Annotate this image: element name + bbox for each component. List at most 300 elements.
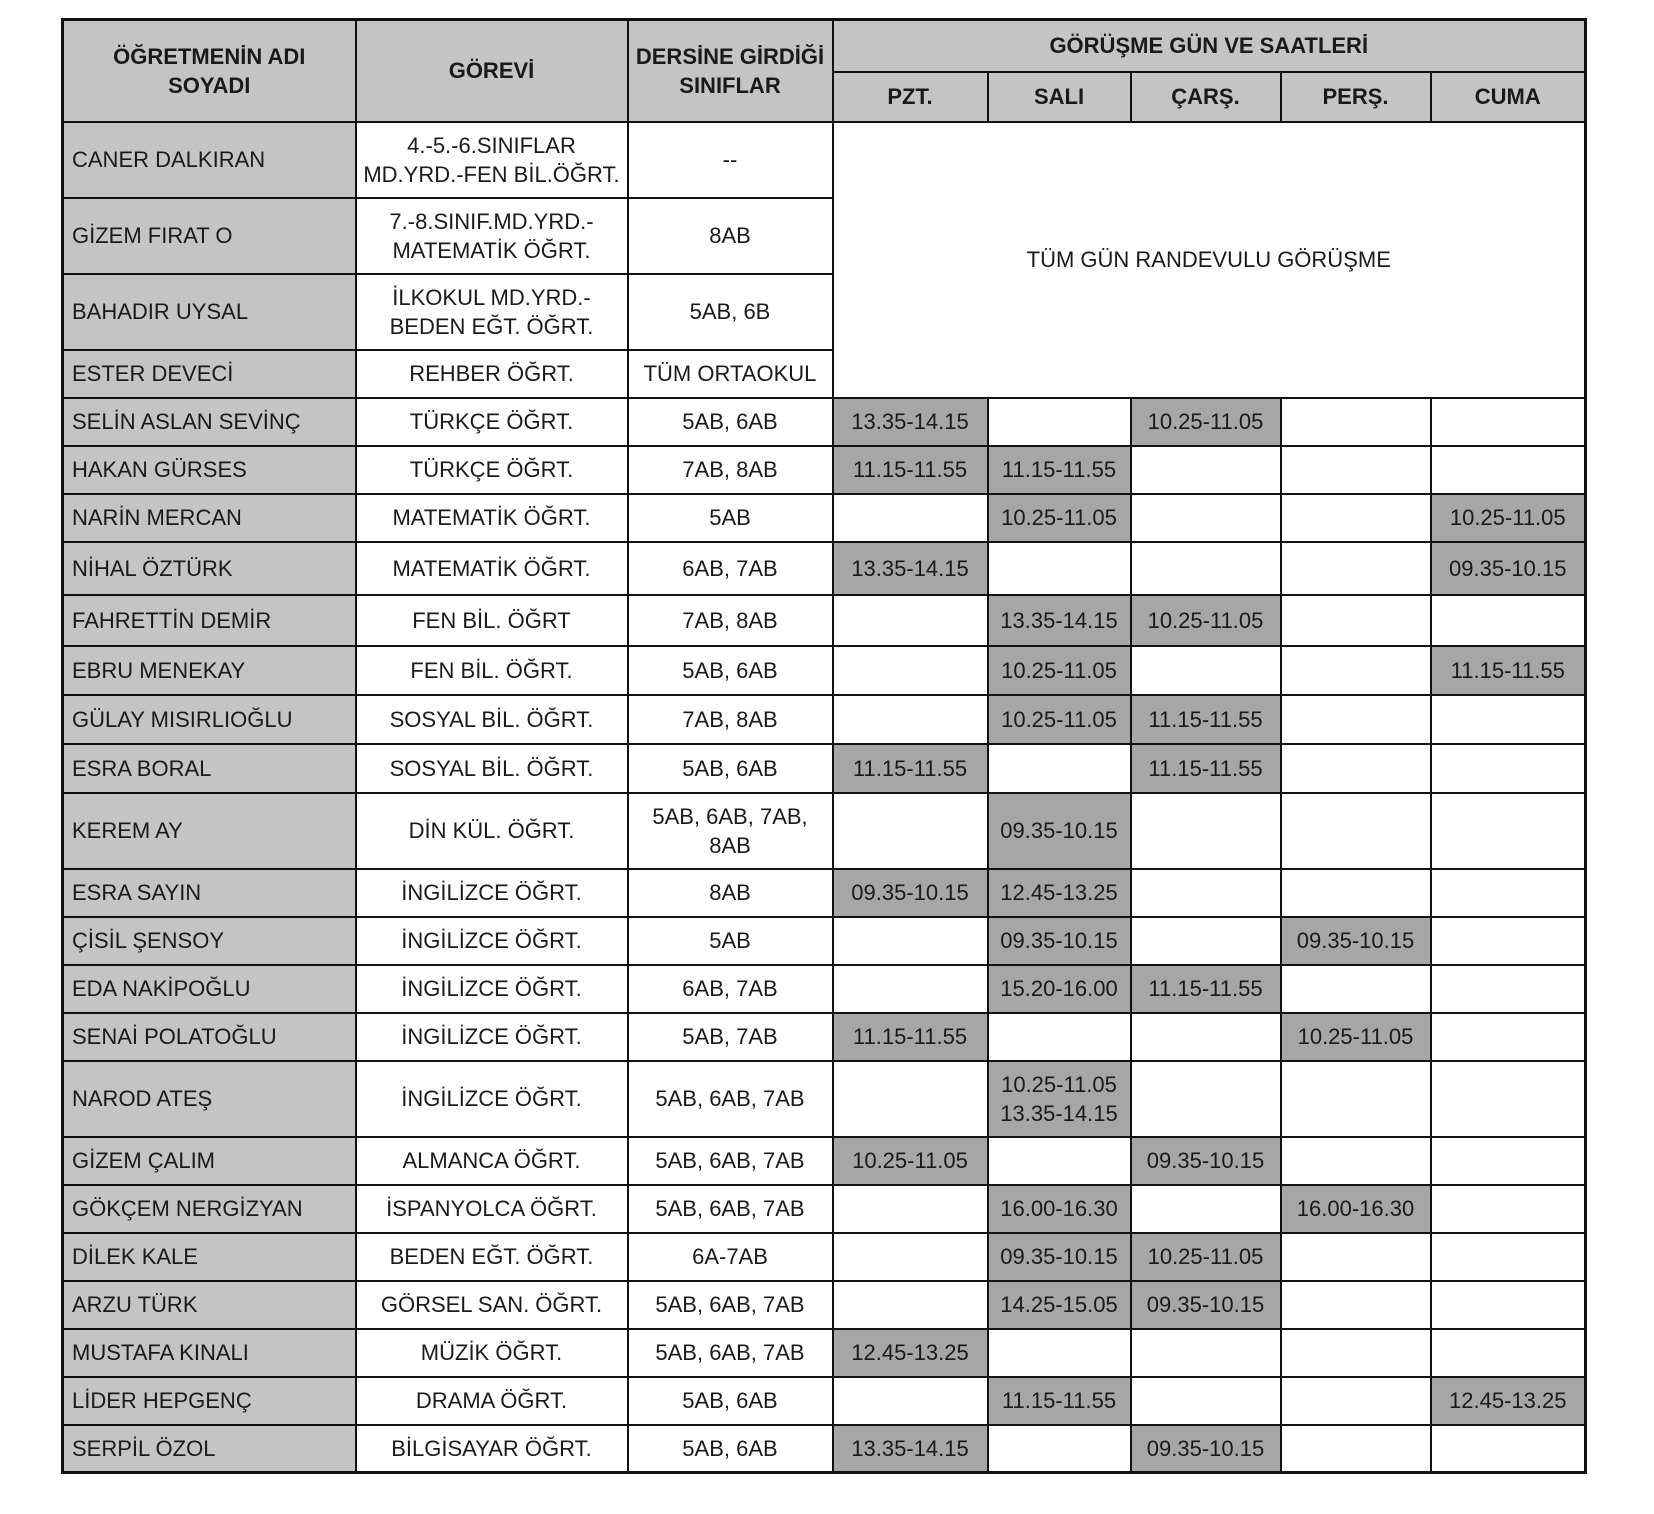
classes-line: 8AB bbox=[709, 880, 751, 905]
slot-mon bbox=[833, 917, 988, 965]
role-line: 7.-8.SINIF.MD.YRD.- bbox=[389, 208, 594, 234]
slot-fri bbox=[1431, 646, 1586, 695]
header-day-fri: CUMA bbox=[1431, 72, 1586, 122]
teacher-classes bbox=[628, 744, 833, 793]
slot-fri bbox=[1431, 1137, 1586, 1185]
classes-line: 5AB, 6AB bbox=[682, 755, 778, 781]
slot-mon bbox=[833, 542, 988, 595]
table-row bbox=[63, 446, 1586, 494]
slot-fri bbox=[1431, 398, 1586, 446]
slot-fri bbox=[1431, 1377, 1586, 1425]
classes-line: 5AB, 6AB, 7AB bbox=[655, 1196, 805, 1221]
header-day-wed: ÇARŞ. bbox=[1131, 72, 1281, 122]
teacher-role bbox=[356, 1061, 628, 1137]
slot-thu bbox=[1281, 542, 1431, 595]
teacher-name: ESRA BORAL bbox=[63, 744, 356, 793]
header-day-thu: PERŞ. bbox=[1281, 72, 1431, 122]
teacher-role bbox=[356, 744, 628, 793]
slot-time: 13.35-14.15 bbox=[851, 409, 969, 434]
slot-time: 11.15-11.55 bbox=[1148, 976, 1263, 1001]
table-row bbox=[63, 1013, 1586, 1061]
slot-tue bbox=[988, 1013, 1131, 1061]
teacher-name: EDA NAKİPOĞLU bbox=[63, 965, 356, 1013]
role-line: FEN BİL. ÖĞRT. bbox=[410, 657, 573, 683]
role-line: MD.YRD.-FEN BİL.ÖĞRT. bbox=[363, 161, 620, 187]
teacher-classes bbox=[628, 446, 833, 494]
teacher-name: GİZEM ÇALIM bbox=[63, 1137, 356, 1185]
slot-tue bbox=[988, 1137, 1131, 1185]
slot-time: 11.15-11.55 bbox=[852, 755, 968, 781]
role-line: İSPANYOLCA ÖĞRT. bbox=[386, 1196, 597, 1221]
role-line: İNGİLİZCE ÖĞRT. bbox=[401, 928, 582, 953]
slot-fri bbox=[1431, 1281, 1586, 1329]
slot-mon bbox=[833, 965, 988, 1013]
table-row bbox=[63, 494, 1586, 542]
slot-tue bbox=[988, 1329, 1131, 1377]
classes-line: -- bbox=[722, 147, 738, 172]
slot-time: 11.15-11.55 bbox=[1148, 755, 1263, 781]
slot-time: 09.35-10.15 bbox=[1449, 555, 1567, 581]
appointment-only-note: TÜM GÜN RANDEVULU GÖRÜŞME bbox=[833, 122, 1586, 398]
slot-time: 10.25-11.05 bbox=[1147, 409, 1264, 434]
slot-fri bbox=[1431, 695, 1586, 744]
slot-wed bbox=[1131, 793, 1281, 869]
table-row bbox=[63, 1377, 1586, 1425]
slot-time: 11.15-11.55 bbox=[852, 457, 968, 482]
slot-thu bbox=[1281, 917, 1431, 965]
table-row bbox=[63, 965, 1586, 1013]
teacher-name: DİLEK KALE bbox=[63, 1233, 356, 1281]
role-line: MATEMATİK ÖĞRT. bbox=[392, 237, 591, 263]
teacher-classes bbox=[628, 695, 833, 744]
slot-wed bbox=[1131, 1425, 1281, 1473]
slot-wed bbox=[1131, 695, 1281, 744]
table-row bbox=[63, 793, 1586, 869]
slot-time: 09.35-10.15 bbox=[1296, 928, 1415, 953]
table-row bbox=[63, 398, 1586, 446]
slot-time: 10.25-11.05 bbox=[852, 1148, 968, 1173]
table-row bbox=[63, 1425, 1586, 1473]
slot-thu bbox=[1281, 494, 1431, 542]
slot-thu bbox=[1281, 744, 1431, 793]
role-line: MATEMATİK ÖĞRT. bbox=[392, 505, 591, 530]
slot-fri bbox=[1431, 1185, 1586, 1233]
classes-line: 5AB bbox=[709, 928, 751, 953]
slot-thu bbox=[1281, 398, 1431, 446]
slot-time: 09.35-10.15 bbox=[1146, 1148, 1265, 1173]
slot-tue bbox=[988, 1377, 1131, 1425]
slot-thu bbox=[1281, 1425, 1431, 1473]
teacher-name: CANER DALKIRAN bbox=[63, 122, 356, 198]
classes-line: 8AB bbox=[709, 832, 751, 858]
teacher-name: NARİN MERCAN bbox=[63, 494, 356, 542]
teacher-role bbox=[356, 122, 628, 198]
slot-thu bbox=[1281, 646, 1431, 695]
header-day-mon: PZT. bbox=[833, 72, 988, 122]
table-row bbox=[63, 1233, 1586, 1281]
slot-wed bbox=[1131, 1013, 1281, 1061]
slot-tue bbox=[988, 1281, 1131, 1329]
classes-line: 7AB, 8AB bbox=[682, 607, 778, 633]
slot-fri bbox=[1431, 446, 1586, 494]
slot-wed bbox=[1131, 1329, 1281, 1377]
slot-mon bbox=[833, 646, 988, 695]
slot-mon bbox=[833, 595, 988, 646]
role-line: 4.-5.-6.SINIFLAR bbox=[407, 132, 576, 158]
role-line: İNGİLİZCE ÖĞRT. bbox=[401, 976, 582, 1001]
teacher-classes bbox=[628, 198, 833, 274]
role-line: İNGİLİZCE ÖĞRT. bbox=[401, 1086, 582, 1111]
teacher-name: GİZEM FIRAT O bbox=[63, 198, 356, 274]
slot-tue bbox=[988, 695, 1131, 744]
slot-wed bbox=[1131, 1377, 1281, 1425]
classes-line: 5AB bbox=[709, 505, 751, 530]
slot-fri bbox=[1431, 1329, 1586, 1377]
slot-thu bbox=[1281, 446, 1431, 494]
role-line: ALMANCA ÖĞRT. bbox=[402, 1148, 581, 1173]
teacher-name: EBRU MENEKAY bbox=[63, 646, 356, 695]
teacher-role bbox=[356, 1185, 628, 1233]
slot-fri bbox=[1431, 595, 1586, 646]
slot-thu bbox=[1281, 793, 1431, 869]
teacher-role bbox=[356, 917, 628, 965]
slot-mon bbox=[833, 446, 988, 494]
table-row bbox=[63, 917, 1586, 965]
slot-thu bbox=[1281, 869, 1431, 917]
slot-mon bbox=[833, 1233, 988, 1281]
teacher-role bbox=[356, 595, 628, 646]
table-row bbox=[63, 744, 1586, 793]
table-row bbox=[63, 1061, 1586, 1137]
slot-wed bbox=[1131, 869, 1281, 917]
slot-thu bbox=[1281, 1137, 1431, 1185]
header-role: GÖREVİ bbox=[356, 20, 628, 122]
teacher-name: ÇİSİL ŞENSOY bbox=[63, 917, 356, 965]
teacher-role bbox=[356, 1329, 628, 1377]
classes-line: 5AB, 6AB bbox=[682, 409, 778, 434]
teacher-classes bbox=[628, 1329, 833, 1377]
slot-time: 11.15-11.55 bbox=[852, 1024, 968, 1049]
table-header bbox=[63, 20, 1586, 122]
teacher-role bbox=[356, 446, 628, 494]
slot-time: 13.35-14.15 bbox=[1000, 607, 1118, 633]
teacher-classes bbox=[628, 350, 833, 398]
teacher-name: NAROD ATEŞ bbox=[63, 1061, 356, 1137]
slot-fri bbox=[1431, 965, 1586, 1013]
role-line: SOSYAL BİL. ÖĞRT. bbox=[389, 706, 594, 732]
slot-mon bbox=[833, 695, 988, 744]
role-line: BEDEN EĞT. ÖĞRT. bbox=[389, 313, 594, 339]
teacher-classes bbox=[628, 646, 833, 695]
teacher-classes bbox=[628, 965, 833, 1013]
teacher-classes bbox=[628, 274, 833, 350]
slot-tue bbox=[988, 595, 1131, 646]
slot-time: 09.35-10.15 bbox=[1000, 1244, 1118, 1269]
classes-line: 5AB, 6B bbox=[689, 299, 771, 324]
teacher-name: GÜLAY MISIRLIOĞLU bbox=[63, 695, 356, 744]
slot-time: 10.25-11.05 bbox=[1001, 657, 1117, 683]
slot-time: 14.25-15.05 bbox=[1000, 1292, 1118, 1317]
slot-fri bbox=[1431, 1061, 1586, 1137]
classes-line: 6A-7AB bbox=[692, 1244, 768, 1269]
table-row bbox=[63, 1281, 1586, 1329]
slot-wed bbox=[1131, 646, 1281, 695]
teacher-role bbox=[356, 398, 628, 446]
classes-line: 5AB, 6AB, 7AB bbox=[655, 1086, 805, 1111]
teacher-role bbox=[356, 965, 628, 1013]
classes-line: 5AB, 6AB, 7AB, bbox=[652, 803, 808, 829]
table-row bbox=[63, 122, 1586, 198]
table-row bbox=[63, 1185, 1586, 1233]
role-line: İLKOKUL MD.YRD.- bbox=[392, 284, 591, 310]
teacher-name: LİDER HEPGENÇ bbox=[63, 1377, 356, 1425]
slot-fri bbox=[1431, 542, 1586, 595]
teacher-name: SERPİL ÖZOL bbox=[63, 1425, 356, 1473]
slot-time: 13.35-14.15 bbox=[851, 555, 969, 581]
slot-tue bbox=[988, 744, 1131, 793]
teacher-name: ESTER DEVECİ bbox=[63, 350, 356, 398]
slot-time: 15.20-16.00 bbox=[1000, 976, 1118, 1001]
slot-time: 09.35-10.15 bbox=[851, 880, 969, 905]
slot-time: 13.35-14.15 bbox=[1000, 1100, 1118, 1126]
slot-thu bbox=[1281, 1233, 1431, 1281]
teacher-name: FAHRETTİN DEMİR bbox=[63, 595, 356, 646]
teacher-role bbox=[356, 1425, 628, 1473]
teacher-classes bbox=[628, 1377, 833, 1425]
table-body bbox=[63, 122, 1586, 1473]
teacher-name: ESRA SAYIN bbox=[63, 869, 356, 917]
slot-time: 10.25-11.05 bbox=[1449, 505, 1566, 530]
teacher-role bbox=[356, 1377, 628, 1425]
teacher-name: SENAİ POLATOĞLU bbox=[63, 1013, 356, 1061]
classes-line: 5AB, 6AB, 7AB bbox=[655, 1292, 805, 1317]
role-line: DRAMA ÖĞRT. bbox=[415, 1388, 568, 1413]
slot-mon bbox=[833, 1013, 988, 1061]
slot-thu bbox=[1281, 1281, 1431, 1329]
slot-wed bbox=[1131, 1281, 1281, 1329]
teacher-name: GÖKÇEM NERGİZYAN bbox=[63, 1185, 356, 1233]
slot-tue bbox=[988, 869, 1131, 917]
header-teacher: ÖĞRETMENİN ADI SOYADI bbox=[63, 20, 356, 122]
teacher-classes bbox=[628, 1185, 833, 1233]
slot-fri bbox=[1431, 1233, 1586, 1281]
teacher-role bbox=[356, 869, 628, 917]
slot-time: 10.25-11.05 bbox=[1147, 607, 1264, 633]
slot-wed bbox=[1131, 1185, 1281, 1233]
slot-mon bbox=[833, 1185, 988, 1233]
slot-time: 11.15-11.55 bbox=[1001, 457, 1117, 482]
role-line: REHBER ÖĞRT. bbox=[409, 361, 574, 386]
slot-wed bbox=[1131, 1137, 1281, 1185]
slot-thu bbox=[1281, 965, 1431, 1013]
teacher-role bbox=[356, 646, 628, 695]
slot-fri bbox=[1431, 1013, 1586, 1061]
teacher-role bbox=[356, 695, 628, 744]
slot-mon bbox=[833, 744, 988, 793]
teacher-classes bbox=[628, 917, 833, 965]
table-row bbox=[63, 695, 1586, 744]
header-day-tue: SALI bbox=[988, 72, 1131, 122]
table-row bbox=[63, 542, 1586, 595]
slot-fri bbox=[1431, 917, 1586, 965]
slot-time: 09.35-10.15 bbox=[1000, 928, 1118, 953]
slot-thu bbox=[1281, 1185, 1431, 1233]
teacher-role bbox=[356, 1233, 628, 1281]
classes-line: 8AB bbox=[709, 223, 751, 248]
classes-line: 5AB, 6AB, 7AB bbox=[655, 1148, 805, 1173]
header-classes: DERSİNE GİRDİĞİ SINIFLAR bbox=[628, 20, 833, 122]
classes-line: 5AB, 6AB, 7AB bbox=[655, 1340, 805, 1365]
slot-time: 10.25-11.05 bbox=[1147, 1244, 1264, 1269]
classes-line: 7AB, 8AB bbox=[682, 706, 778, 732]
teacher-name: HAKAN GÜRSES bbox=[63, 446, 356, 494]
slot-time: 12.45-13.25 bbox=[1449, 1388, 1567, 1413]
teacher-role bbox=[356, 274, 628, 350]
slot-thu bbox=[1281, 595, 1431, 646]
slot-thu bbox=[1281, 1061, 1431, 1137]
role-line: TÜRKÇE ÖĞRT. bbox=[409, 409, 574, 434]
slot-wed bbox=[1131, 398, 1281, 446]
slot-time: 11.15-11.55 bbox=[1450, 657, 1565, 683]
teacher-name: KEREM AY bbox=[63, 793, 356, 869]
slot-time: 10.25-11.05 bbox=[1001, 505, 1117, 530]
slot-wed bbox=[1131, 542, 1281, 595]
slot-thu bbox=[1281, 695, 1431, 744]
teacher-name: BAHADIR UYSAL bbox=[63, 274, 356, 350]
slot-mon bbox=[833, 1377, 988, 1425]
slot-wed bbox=[1131, 446, 1281, 494]
teacher-classes bbox=[628, 1061, 833, 1137]
slot-mon bbox=[833, 494, 988, 542]
table-row bbox=[63, 1137, 1586, 1185]
slot-mon bbox=[833, 1425, 988, 1473]
role-line: BİLGİSAYAR ÖĞRT. bbox=[391, 1435, 592, 1461]
slot-tue bbox=[988, 646, 1131, 695]
teacher-role bbox=[356, 542, 628, 595]
classes-line: 5AB, 6AB bbox=[682, 1388, 778, 1413]
slot-time: 11.15-11.55 bbox=[1148, 706, 1263, 732]
teacher-classes bbox=[628, 122, 833, 198]
slot-thu bbox=[1281, 1329, 1431, 1377]
role-line: MATEMATİK ÖĞRT. bbox=[392, 555, 591, 581]
role-line: DİN KÜL. ÖĞRT. bbox=[408, 818, 575, 843]
teacher-role bbox=[356, 350, 628, 398]
teacher-classes bbox=[628, 542, 833, 595]
slot-wed bbox=[1131, 917, 1281, 965]
slot-tue bbox=[988, 917, 1131, 965]
slot-fri bbox=[1431, 793, 1586, 869]
slot-wed bbox=[1131, 1233, 1281, 1281]
teacher-classes bbox=[628, 1233, 833, 1281]
table-row bbox=[63, 1329, 1586, 1377]
teacher-role bbox=[356, 793, 628, 869]
slot-mon bbox=[833, 398, 988, 446]
slot-fri bbox=[1431, 869, 1586, 917]
slot-tue bbox=[988, 965, 1131, 1013]
slot-tue bbox=[988, 542, 1131, 595]
slot-tue bbox=[988, 793, 1131, 869]
slot-wed bbox=[1131, 595, 1281, 646]
role-line: SOSYAL BİL. ÖĞRT. bbox=[389, 755, 594, 781]
role-line: İNGİLİZCE ÖĞRT. bbox=[401, 880, 582, 905]
slot-mon bbox=[833, 1061, 988, 1137]
classes-line: 5AB, 6AB bbox=[682, 657, 778, 683]
role-line: FEN BİL. ÖĞRT bbox=[412, 607, 571, 633]
classes-line: 5AB, 6AB bbox=[682, 1435, 778, 1461]
teacher-role bbox=[356, 198, 628, 274]
slot-fri bbox=[1431, 1425, 1586, 1473]
slot-tue bbox=[988, 1233, 1131, 1281]
slot-mon bbox=[833, 1281, 988, 1329]
slot-wed bbox=[1131, 494, 1281, 542]
classes-line: TÜM ORTAOKUL bbox=[643, 361, 817, 386]
role-line: İNGİLİZCE ÖĞRT. bbox=[401, 1024, 582, 1049]
slot-mon bbox=[833, 1329, 988, 1377]
slot-wed bbox=[1131, 965, 1281, 1013]
classes-line: 7AB, 8AB bbox=[682, 457, 778, 482]
teacher-role bbox=[356, 494, 628, 542]
slot-mon bbox=[833, 1137, 988, 1185]
slot-time: 09.35-10.15 bbox=[1000, 818, 1118, 843]
slot-time: 10.25-11.05 bbox=[1001, 706, 1117, 732]
teacher-classes bbox=[628, 1013, 833, 1061]
role-line: TÜRKÇE ÖĞRT. bbox=[409, 457, 574, 482]
slot-time: 09.35-10.15 bbox=[1146, 1292, 1265, 1317]
slot-thu bbox=[1281, 1377, 1431, 1425]
slot-time: 13.35-14.15 bbox=[851, 1435, 969, 1461]
slot-time: 09.35-10.15 bbox=[1146, 1435, 1265, 1461]
schedule-table bbox=[61, 18, 1587, 1474]
teacher-role bbox=[356, 1281, 628, 1329]
table-row bbox=[63, 646, 1586, 695]
slot-tue bbox=[988, 494, 1131, 542]
classes-line: 5AB, 7AB bbox=[682, 1024, 778, 1049]
teacher-classes bbox=[628, 1281, 833, 1329]
slot-time: 12.45-13.25 bbox=[851, 1340, 969, 1365]
classes-line: 6AB, 7AB bbox=[682, 555, 778, 581]
teacher-classes bbox=[628, 1137, 833, 1185]
teacher-classes bbox=[628, 398, 833, 446]
slot-tue bbox=[988, 1061, 1131, 1137]
role-line: MÜZİK ÖĞRT. bbox=[420, 1340, 563, 1365]
teacher-role bbox=[356, 1013, 628, 1061]
slot-mon bbox=[833, 869, 988, 917]
role-line: BEDEN EĞT. ÖĞRT. bbox=[389, 1244, 594, 1269]
slot-fri bbox=[1431, 744, 1586, 793]
slot-time: 16.00-16.30 bbox=[1000, 1196, 1118, 1221]
teacher-classes bbox=[628, 1425, 833, 1473]
role-line: GÖRSEL SAN. ÖĞRT. bbox=[380, 1292, 603, 1317]
slot-tue bbox=[988, 1185, 1131, 1233]
teacher-classes bbox=[628, 595, 833, 646]
slot-wed bbox=[1131, 1061, 1281, 1137]
teacher-classes bbox=[628, 494, 833, 542]
slot-tue bbox=[988, 1425, 1131, 1473]
teacher-name: ARZU TÜRK bbox=[63, 1281, 356, 1329]
teacher-classes bbox=[628, 793, 833, 869]
teacher-name: NİHAL ÖZTÜRK bbox=[63, 542, 356, 595]
table-row bbox=[63, 869, 1586, 917]
table-row bbox=[63, 595, 1586, 646]
slot-wed bbox=[1131, 744, 1281, 793]
slot-fri bbox=[1431, 494, 1586, 542]
teacher-name: MUSTAFA KINALI bbox=[63, 1329, 356, 1377]
slot-time: 11.15-11.55 bbox=[1001, 1388, 1117, 1413]
classes-line: 6AB, 7AB bbox=[682, 976, 778, 1001]
slot-time: 16.00-16.30 bbox=[1296, 1196, 1415, 1221]
header-meeting-times: GÖRÜŞME GÜN VE SAATLERİ bbox=[833, 20, 1586, 72]
slot-time: 10.25-11.05 bbox=[1001, 1071, 1117, 1097]
